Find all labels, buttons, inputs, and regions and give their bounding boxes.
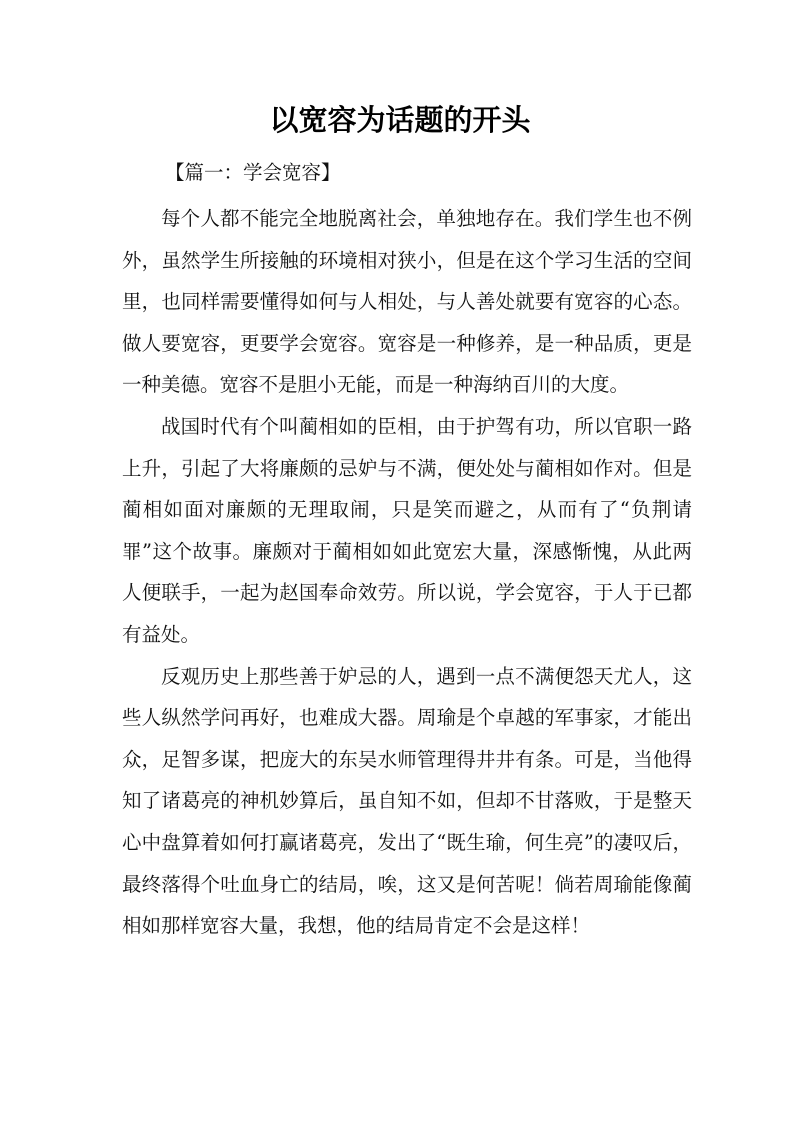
body-text [122,198,692,947]
paragraph: 反观历史上那些善于妒忌的人，遇到一点不满便怨天尤人，这些人纵然学问再好，也难成大器。周瑜是个卓越的军事家，才能出众，足智多谋，把庞大的东吴水师管理得井井有条。可是，当他得知了诸葛亮的神机妙算后，虽自知不如，但却不甘落败，于是整天心中盘算着如何打赢诸葛亮，发出了“既生瑜，何生亮”的凄叹后，最终落得个吐血身亡的结局，唉，这又是何苦呢！倘若周瑜能像蔺相如那样宽容大量，我想，他的结局肯定不会是这样！ [122,664,692,938]
paragraph: 每个人都不能完全地脱离社会，单独地存在。我们学生也不例外，虽然学生所接触的环境相对狭小，但是在这个学习生活的空间里，也同样需要懂得如何与人相处，与人善处就要有宽容的心态。做人要宽容，更要学会宽容。宽容是一种修养，是一种品质，更是一种美德。宽容不是胆小无能，而是一种海纳百川的大度。 [122,207,692,397]
section-heading: 【篇一：学会宽容】 [165,161,341,184]
paragraph: 战国时代有个叫蔺相如的臣相，由于护驾有功，所以官职一路上升，引起了大将廉颇的忌妒与不满，便处处与蔺相如作对。但是蔺相如面对廉颇的无理取闹，只是笑而避之，从而有了“负荆请罪”这个故事。廉颇对于蔺相如如此宽宏大量，深感惭愧，从此两人便联手，一起为赵国奉命效劳。所以说，学会宽容，于人于已都有益处。 [122,414,692,646]
document-title: 以宽容为话题的开头 [269,103,531,137]
